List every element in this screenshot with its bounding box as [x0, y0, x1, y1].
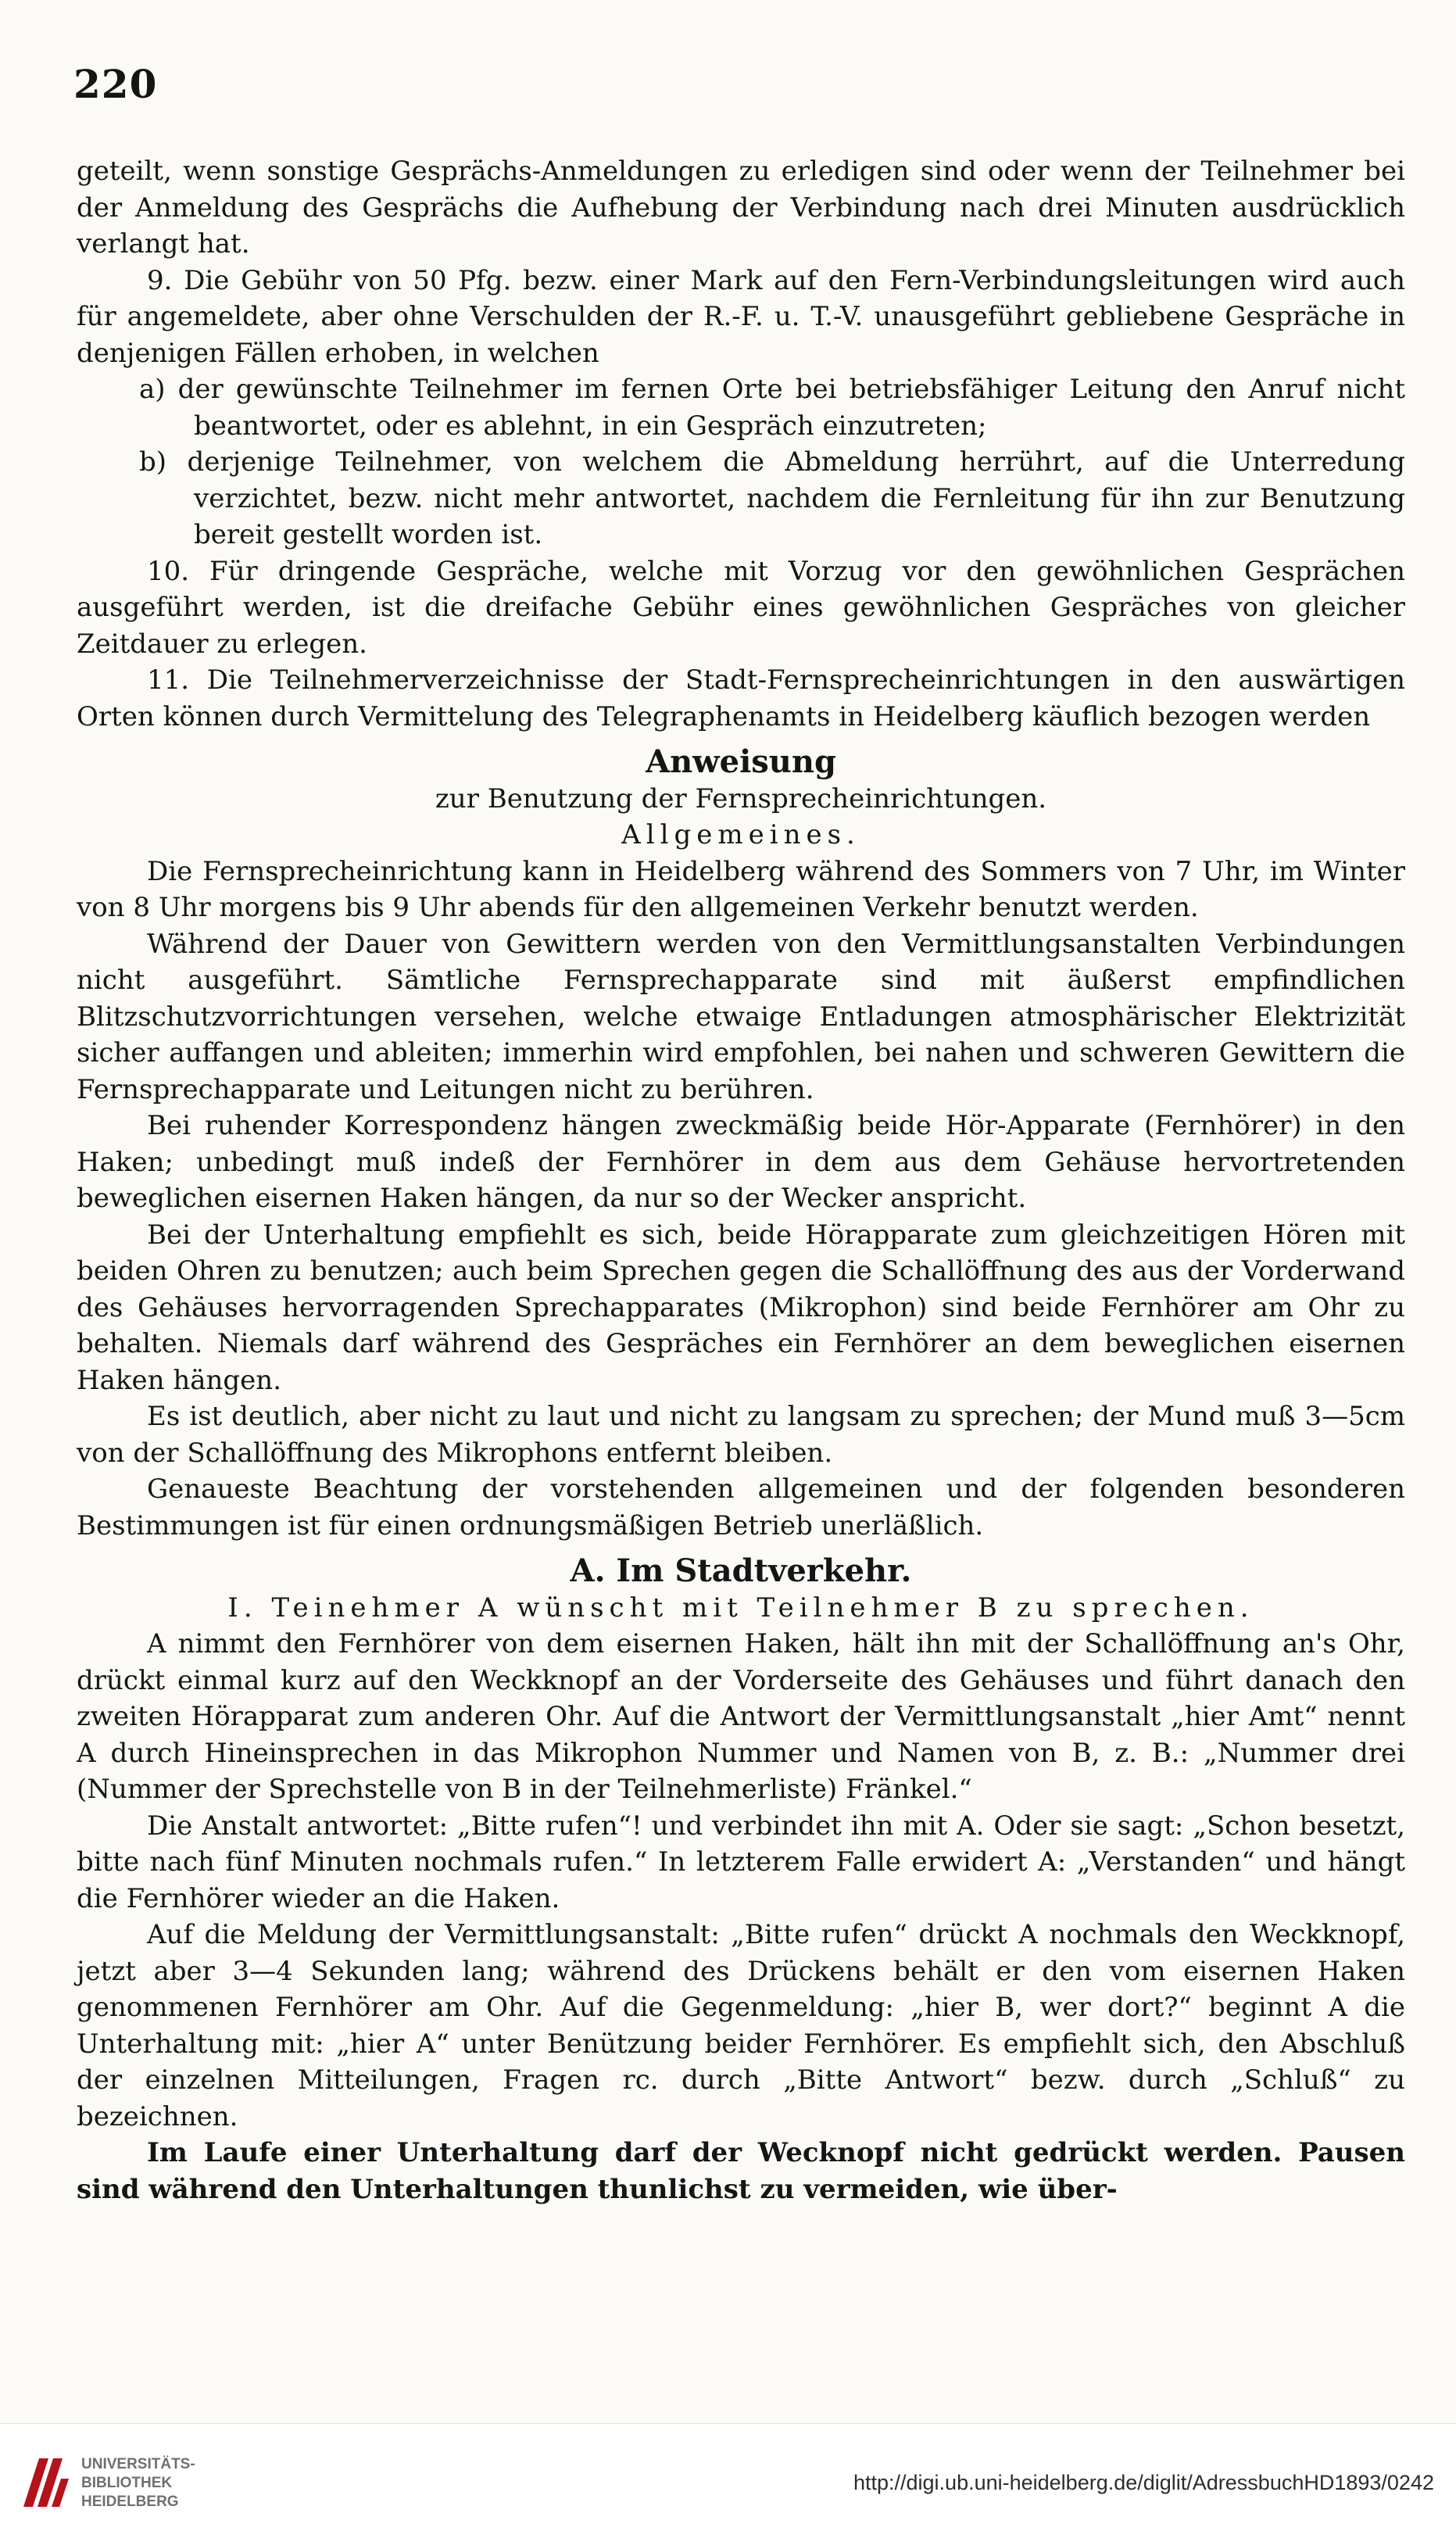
paragraph: Während der Dauer von Gewittern werden von den Vermittlungsanstalten Verbindungen nicht ausgeführt. Sämtliche Fernsprechapparate sind mit äußerst empfindlichen Blitzschutzvorrichtungen versehen, welche etwaige Entladungen atmosphärischer Elektrizität sicher auffangen und ableiten; immerhin wird empfohlen, bei nahen und schweren Gewittern die Fernsprechapparate und Leitungen nicht zu berühren. [77, 928, 1405, 1105]
paragraph: A nimmt den Fernhörer von dem eisernen Haken, hält ihn mit der Schallöffnung an's Ohr, drückt einmal kurz auf den Weckknopf an der Vorderseite des Gehäuses und führt danach den zweiten Hörapparat zum anderen Ohr. Auf die Antwort der Vermittlungsanstalt „hier Amt“ nennt A durch Hineinsprechen in das Mikrophon Nummer und Namen von B, z. B.: „Nummer drei (Nummer der Sprechstelle von B in der Teilnehmerliste) Fränkel.“ [77, 1628, 1405, 1805]
library-name: UNIVERSITÄTS- BIBLIOTHEK HEIDELBERG [81, 2456, 195, 2510]
list-item: a) der gewünschte Teilnehmer im fernen Orte bei betriebsfähiger Leitung den Anruf nicht beantwortet, oder es ablehnt, in ein Gespräch einzutreten; [139, 374, 1405, 442]
paragraph: Die Anstalt antwortet: „Bitte rufen“! und verbindet ihn mit A. Oder sie sagt: „Schon besetzt, bitte nach fünf Minuten nochmals rufen.“ In letzterem Falle erwidert A: „Verstanden“ und hängt die Fernhörer wieder an die Haken. [77, 1810, 1405, 1914]
paragraph: Es ist deutlich, aber nicht zu laut und nicht zu langsam zu sprechen; der Mund muß 3—5cm von der Schallöffnung des Mikrophons entfernt bleiben. [77, 1401, 1405, 1469]
page-text [77, 153, 1405, 2207]
university-library-logo-icon [17, 2452, 72, 2513]
paragraph: Auf die Meldung der Vermittlungsanstalt: „Bitte rufen“ drückt A nochmals den Weckknopf, jetzt aber 3—4 Sekunden lang; während des Drückens behält er den vom eisernen Haken genommenen Fernhörer am Ohr. Auf die Gegenmeldung: „hier B, wer dort?“ beginnt A die Unterhaltung mit: „hier A“ unter Benützung beider Fernhörer. Es empfiehlt sich, den Abschluß der einzelnen Mitteilungen, Fragen rc. durch „Bitte Antwort“ bezw. durch „Schluß“ zu bezeichnen. [77, 1919, 1405, 2132]
subsection-heading: I. Teinehmer A wünscht mit Teilnehmer B zu sprechen. [227, 1591, 1254, 1624]
page-number: 220 [73, 61, 158, 107]
list-item: b) derjenige Teilnehmer, von welchem die Abmeldung herrührt, auf die Unterredung verzichtet, bezw. nicht mehr antwortet, nachdem die Fernleitung für ihn zur Benutzung bereit gestellt worden ist. [139, 446, 1405, 550]
section-subtitle: zur Benutzung der Fernsprecheinrichtungen. [435, 782, 1047, 815]
section-heading: A. Im Stadtverkehr. [570, 1552, 912, 1589]
paragraph: Im Laufe einer Unterhaltung darf der Wecknopf nicht gedrückt werden. Pausen sind während den Unterhaltungen thunlichst zu vermeiden, wie über- [77, 2137, 1405, 2205]
paragraph: 11. Die Teilnehmerverzeichnisse der Stadt-Fernsprecheinrichtungen in den auswärtigen Orten können durch Vermittelung des Telegraphenamts in Heidelberg käuflich bezogen werden [77, 664, 1405, 732]
paragraph: 10. Für dringende Gespräche, welche mit Vorzug vor den gewöhnlichen Gesprächen ausgeführt werden, ist die dreifache Gebühr eines gewöhnlichen Gespräches von gleicher Zeitdauer zu erlegen. [77, 555, 1405, 660]
section-heading: Allgemeines. [621, 819, 860, 850]
paragraph: geteilt, wenn sonstige Gesprächs-Anmeldungen zu erledigen sind oder wenn der Teilnehmer bei der Anmeldung des Gesprächs die Aufhebung der Verbindung nach drei Minuten ausdrücklich verlangt hat. [77, 156, 1405, 260]
paragraph: Bei ruhender Korrespondenz hängen zweckmäßig beide Hör-Apparate (Fernhörer) in den Haken; unbedingt muß indeß der Fernhörer in dem aus dem Gehäuse hervortretenden beweglichen eisernen Haken hängen, da nur so der Wecker anspricht. [77, 1110, 1405, 1214]
section-title: Anweisung [646, 743, 836, 780]
source-url-link[interactable]: http://digi.ub.uni-heidelberg.de/diglit/AdressbuchHD1893/0242 [853, 2471, 1434, 2494]
paragraph: 9. Die Gebühr von 50 Pfg. bezw. einer Mark auf den Fern-Verbindungsleitungen wird auch für angemeldete, aber ohne Verschulden der R.-F. u. T.-V. unausgeführt gebliebene Gespräche in denjenigen Fällen erhoben, in welchen [77, 264, 1405, 369]
paragraph: Die Fernsprecheinrichtung kann in Heidelberg während des Sommers von 7 Uhr, im Winter von 8 Uhr morgens bis 9 Uhr abends für den allgemeinen Verkehr benutzt werden. [77, 855, 1405, 923]
paragraph: Genaueste Beachtung der vorstehenden allgemeinen und der folgenden besonderen Bestimmungen ist für einen ordnungsmäßigen Betrieb unerläßlich. [77, 1473, 1405, 1541]
paragraph: Bei der Unterhaltung empfiehlt es sich, beide Hörapparate zum gleichzeitigen Hören mit beiden Ohren zu benutzen; auch beim Sprechen gegen die Schallöffnung des aus der Vorderwand des Gehäuses hervorragenden Sprechapparates (Mikrophon) sind beide Fernhörer am Ohr zu behalten. Niemals darf während des Gespräches ein Fernhörer an dem beweglichen eisernen Haken hängen. [77, 1219, 1405, 1396]
footer-bar [0, 2423, 1456, 2542]
